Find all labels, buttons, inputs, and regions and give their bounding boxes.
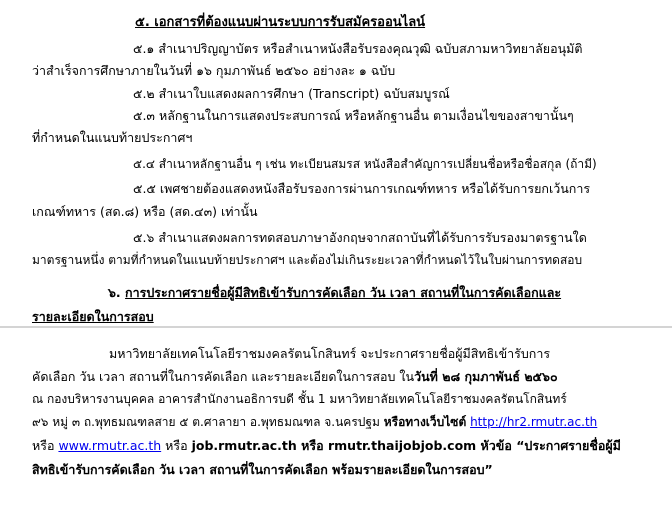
paragraph-line-1: มหาวิทยาลัยเทคโนโลยีราชมงคลรัตนโกสินทร์ จะประกาศรายชื่อผู้มีสิทธิเข้ารับการ xyxy=(109,346,551,361)
paragraph-line-6: สิทธิเข้ารับการคัดเลือก วัน เวลา สถานที่ในการคัดเลือก พร้อมรายละเอียดในการสอบ” xyxy=(32,462,493,477)
hr2-website-link[interactable]: http://hr2.rmutr.ac.th xyxy=(470,415,598,429)
website-label: หรือทางเว็บไซต์ xyxy=(383,415,467,429)
thaijobjob-website-text: rmutr.thaijobjob.com xyxy=(327,438,477,453)
item-5-1-line-1: ๕.๑ สำเนาปริญญาบัตร หรือสำเนาหนังสือรับรองคุณวุฒิ ฉบับสภามหาวิทยาลัยอนุมัติ xyxy=(133,41,583,56)
section-6-number: ๖. xyxy=(108,285,121,300)
section-5-heading: ๕. เอกสารที่ต้องแนบผ่านระบบการรับสมัครออนไลน์ xyxy=(135,15,426,30)
paragraph-line-2-text: คัดเลือก วัน เวลา สถานที่ในการคัดเลือก และรายละเอียดในการสอบ ใน xyxy=(32,369,415,384)
or-text-2: หรือ xyxy=(161,438,192,453)
announcement-date: วันที่ ๒๘ กุมภาพันธ์ ๒๕๖๐ xyxy=(414,369,558,384)
rmutr-website-link[interactable]: www.rmutr.ac.th xyxy=(58,438,162,453)
section-divider xyxy=(0,326,672,328)
or-text-1: หรือ xyxy=(32,438,59,453)
paragraph-line-3: ณ กองบริหารงานบุคคล อาคารสำนักงานอธิการบดี ชั้น 1 มหาวิทยาลัยเทคโนโลยีราชมงคลรัตนโกสินทร์ xyxy=(32,392,567,406)
item-5-6-line-1: ๕.๖ สำเนาแสดงผลการทดสอบภาษาอังกฤษจากสถาบันที่ได้รับการรับรองมาตรฐานใด xyxy=(133,230,587,245)
item-5-6-line-2: มาตรฐานหนึ่ง ตามที่กำหนดในแนบท้ายประกาศฯ และต้องไม่เกินระยะเวลาที่กำหนดไว้ในใบผ่านการทดสอบ xyxy=(32,253,583,267)
or-text-3: หรือ xyxy=(296,438,328,453)
section-6-heading-line-1 xyxy=(108,283,561,302)
job-website-text: job.rmutr.ac.th xyxy=(191,438,297,453)
paragraph-line-4-text: ๙๖ หมู่ ๓ ถ.พุทธมณฑลสาย ๕ ต.ศาลายา อ.พุทธมณฑล จ.นครปฐม xyxy=(32,415,384,429)
paragraph-line-5 xyxy=(32,436,621,455)
section-6-heading-text: การประกาศรายชื่อผู้มีสิทธิเข้ารับการคัดเลือก วัน เวลา สถานที่ในการคัดเลือกและ xyxy=(125,285,562,300)
section-6-heading-line-2: รายละเอียดในการสอบ xyxy=(32,309,154,324)
item-5-1-line-2: ว่าสำเร็จการศึกษาภายในวันที่ ๑๖ กุมภาพันธ์ ๒๕๖๐ อย่างละ ๑ ฉบับ xyxy=(32,63,396,78)
item-5-2: ๕.๒ สำเนาใบแสดงผลการศึกษา (Transcript) ฉบับสมบูรณ์ xyxy=(133,86,450,101)
paragraph-line-2 xyxy=(32,367,558,386)
item-5-3-line-1: ๕.๓ หลักฐานในการแสดงประสบการณ์ หรือหลักฐานอื่น ตามเงื่อนไขของสาขานั้นๆ xyxy=(133,108,574,123)
paragraph-line-4 xyxy=(32,413,597,432)
item-5-5-line-1: ๕.๕ เพศชายต้องแสดงหนังสือรับรองการผ่านการเกณฑ์ทหาร หรือได้รับการยกเว้นการ xyxy=(133,181,591,196)
topic-label-start: หัวข้อ “ประกาศรายชื่อผู้มี xyxy=(476,438,621,453)
item-5-5-line-2: เกณฑ์ทหาร (สด.๘) หรือ (สด.๔๓) เท่านั้น xyxy=(32,204,258,219)
item-5-3-line-2: ที่กำหนดในแนบท้ายประกาศฯ xyxy=(32,130,193,145)
item-5-4: ๕.๔ สำเนาหลักฐานอื่น ๆ เช่น ทะเบียนสมรส หนังสือสำคัญการเปลี่ยนชื่อหรือชื่อสกุล (ถ้ามี) xyxy=(133,157,597,171)
